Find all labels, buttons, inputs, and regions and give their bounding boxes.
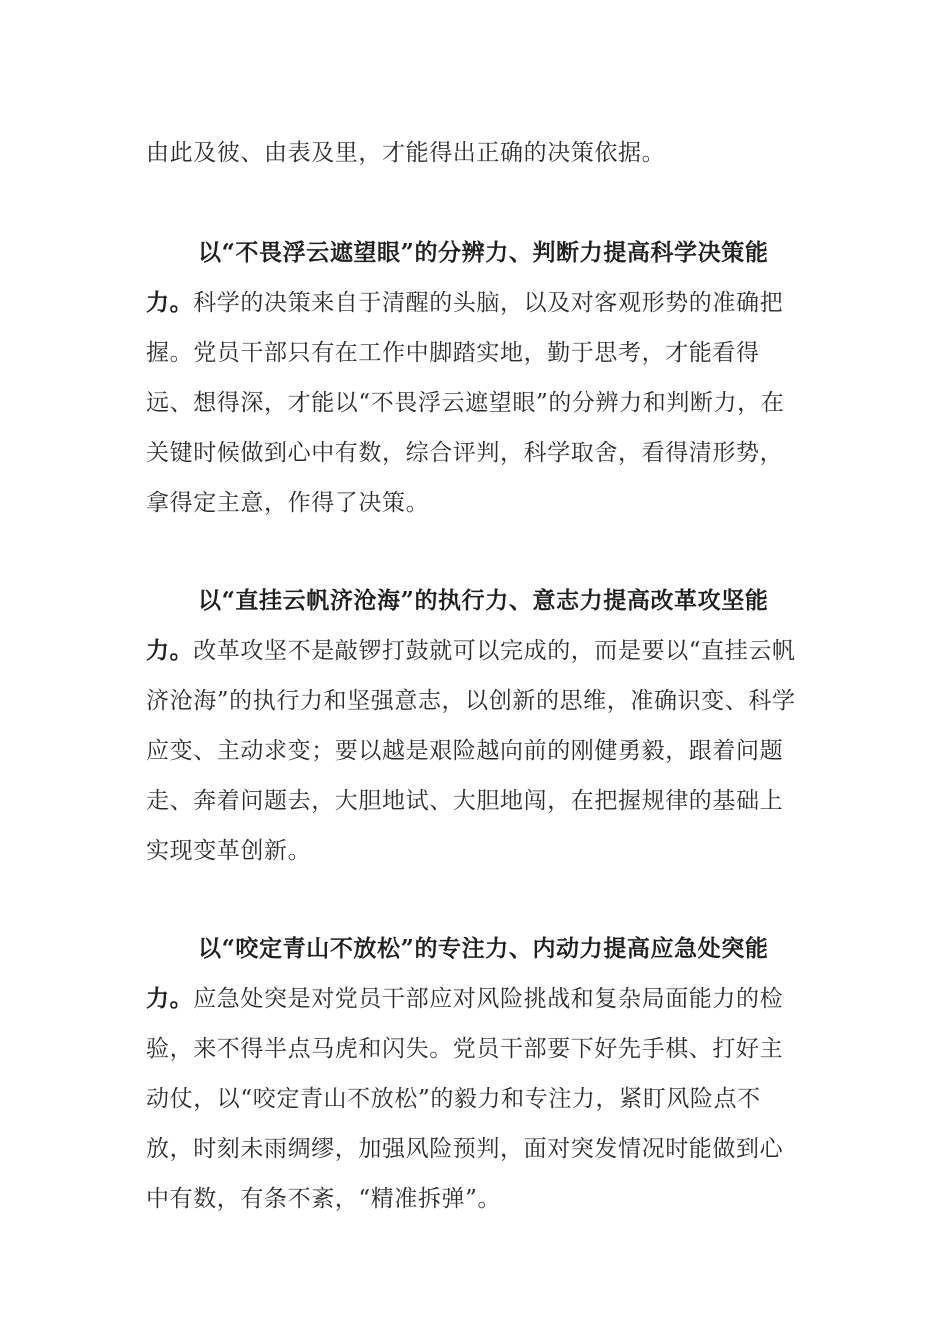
section-heading-reform: 以“直挂云帆济沧海”的执行力、意志力提高改革攻坚能力。 [146, 587, 769, 664]
section-body-emergency: 应急处突是对党员干部应对风险挑战和复杂局面能力的检验，来不得半点马虎和闪失。党员干部要下好先手棋、打好主动仗，以“咬定青山不放松”的毅力和专注力，紧盯风险点不放，时刻未雨绸缪，加强风险预判，面对突发情况时能做到心中有数，有条不紊，“精准拆弹”。 [146, 986, 784, 1212]
section-heading-emergency: 以“咬定青山不放松”的专注力、内动力提高应急处突能力。 [146, 935, 769, 1012]
section-paragraph-reform [146, 576, 806, 876]
intro-text: 由此及彼、由表及里，才能得出正确的决策依据。 [146, 140, 666, 166]
section-body-decision: 科学的决策来自于清醒的头脑，以及对客观形势的准确把握。党员干部只有在工作中脚踏实地，勤于思考，才能看得远、想得深，才能以“不畏浮云遮望眼”的分辨力和判断力，在关键时候做到心中有数，综合评判，科学取舍，看得清形势，拿得定主意，作得了决策。 [146, 290, 785, 516]
section-paragraph-decision [146, 228, 806, 528]
intro-paragraph [146, 128, 806, 178]
section-heading-decision: 以“不畏浮云遮望眼”的分辨力、判断力提高科学决策能力。 [146, 239, 769, 316]
section-body-reform: 改革攻坚不是敲锣打鼓就可以完成的，而是要以“直挂云帆济沧海”的执行力和坚强意志，以创新的思维，准确识变、科学应变、主动求变；要以越是艰险越向前的刚健勇毅，跟着问题走、奔着问题去，大胆地试、大胆地闯，在把握规律的基础上实现变革创新。 [146, 638, 796, 864]
section-paragraph-emergency [146, 924, 806, 1224]
